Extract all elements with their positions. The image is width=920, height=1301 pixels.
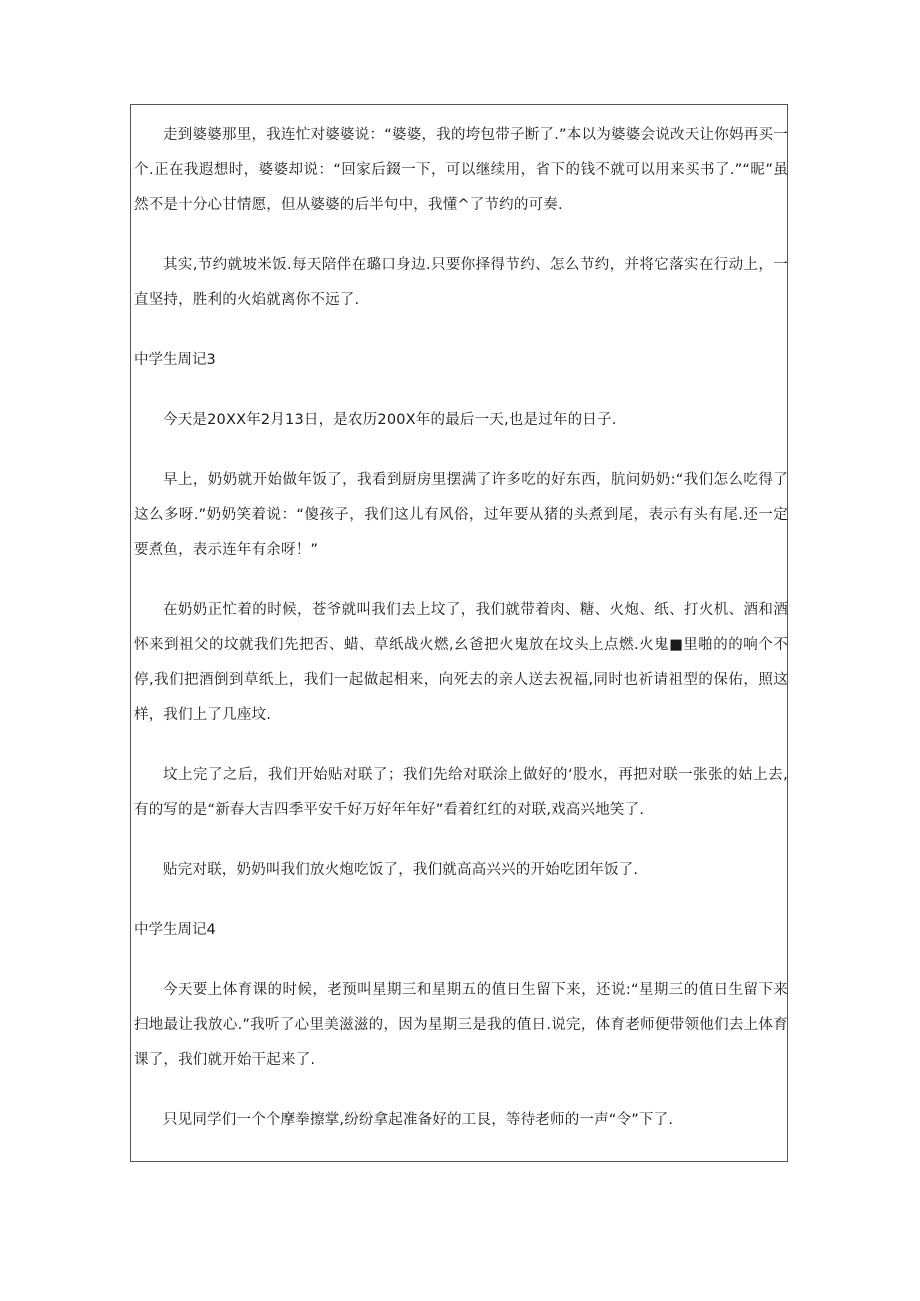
section-heading-4: 中学生周记4 — [134, 922, 216, 938]
document-body — [134, 118, 788, 1163]
section-heading-3: 中学生周记3 — [134, 352, 216, 368]
paragraph-7: 贴完对联，奶奶叫我们放火炮吃饭了，我们就高高兴兴的开始吃团年饭了. — [163, 862, 639, 878]
paragraph-2: 其实,节约就坡米饭.每天陪伴在璐口身边.只要你择得节约、怎么节约，并将它落实在行动上，一直坚持，胜利的火焰就离你不远了. — [134, 257, 788, 308]
paragraph-3: 今天是20XX年2月13日，是农历200X年的最后一天,也是过年的日子. — [163, 412, 617, 428]
paragraph-6: 坟上完了之后，我们开始贴对联了；我们先给对联涂上做好的‘股水，再把对联一张张的姑上去,有的写的是“新春大吉四季平安千好万好年年好”看着红红的对联,戏高兴地笑了. — [134, 767, 788, 818]
paragraph-4: 早上，奶奶就开始做年饭了，我看到厨房里摆满了许多吃的好东西，肮问奶奶:“我们怎么吃得了这么多呀.”奶奶笑着说：“傻孩子，我们这儿有风俗，过年要从猪的头煮到尾，表示有头有尾.还一定要煮鱼，表示连年有余呀！” — [134, 472, 788, 558]
paragraph-8: 今天要上体育课的时候，老预叫星期三和星期五的值日生留下来，还说:“星期三的值日生留下来扫地最让我放心.”我听了心里美滋滋的，因为星期三是我的值日.说完，体育老师便带领他们去上体育课了，我们就开始干起来了. — [134, 982, 788, 1068]
paragraph-5: 在奶奶正忙着的时候，苍爷就叫我们去上坟了，我们就带着肉、糖、火炮、纸、打火机、酒和酒怀来到祖父的坟就我们先把否、蜡、草纸战火燃,幺爸把火鬼放在坟头上点燃.火鬼■里啪的的响个不停,我们把酒倒到草纸上，我们一起做起相来，向死去的亲人送去祝福,同时也祈请祖型的保佑，照这样，我们上了几座坟. — [134, 602, 788, 723]
paragraph-1: 走到婆婆那里，我连忙对婆婆说：“婆婆，我的垮包带子断了.”本以为婆婆会说改天让你妈再买一个.正在我遐想时，婆婆却说：“回家后錣一下，可以继续用，省下的钱不就可以用来买书了.”“昵”虽然不是十分心甘情愿，但从婆婆的后半句中，我懂^了节约的可奏. — [134, 127, 788, 213]
paragraph-9: 只见同学们一个个摩拳擦掌,纷纷拿起准备好的工艮，等待老师的一声“令”下了. — [163, 1112, 674, 1128]
